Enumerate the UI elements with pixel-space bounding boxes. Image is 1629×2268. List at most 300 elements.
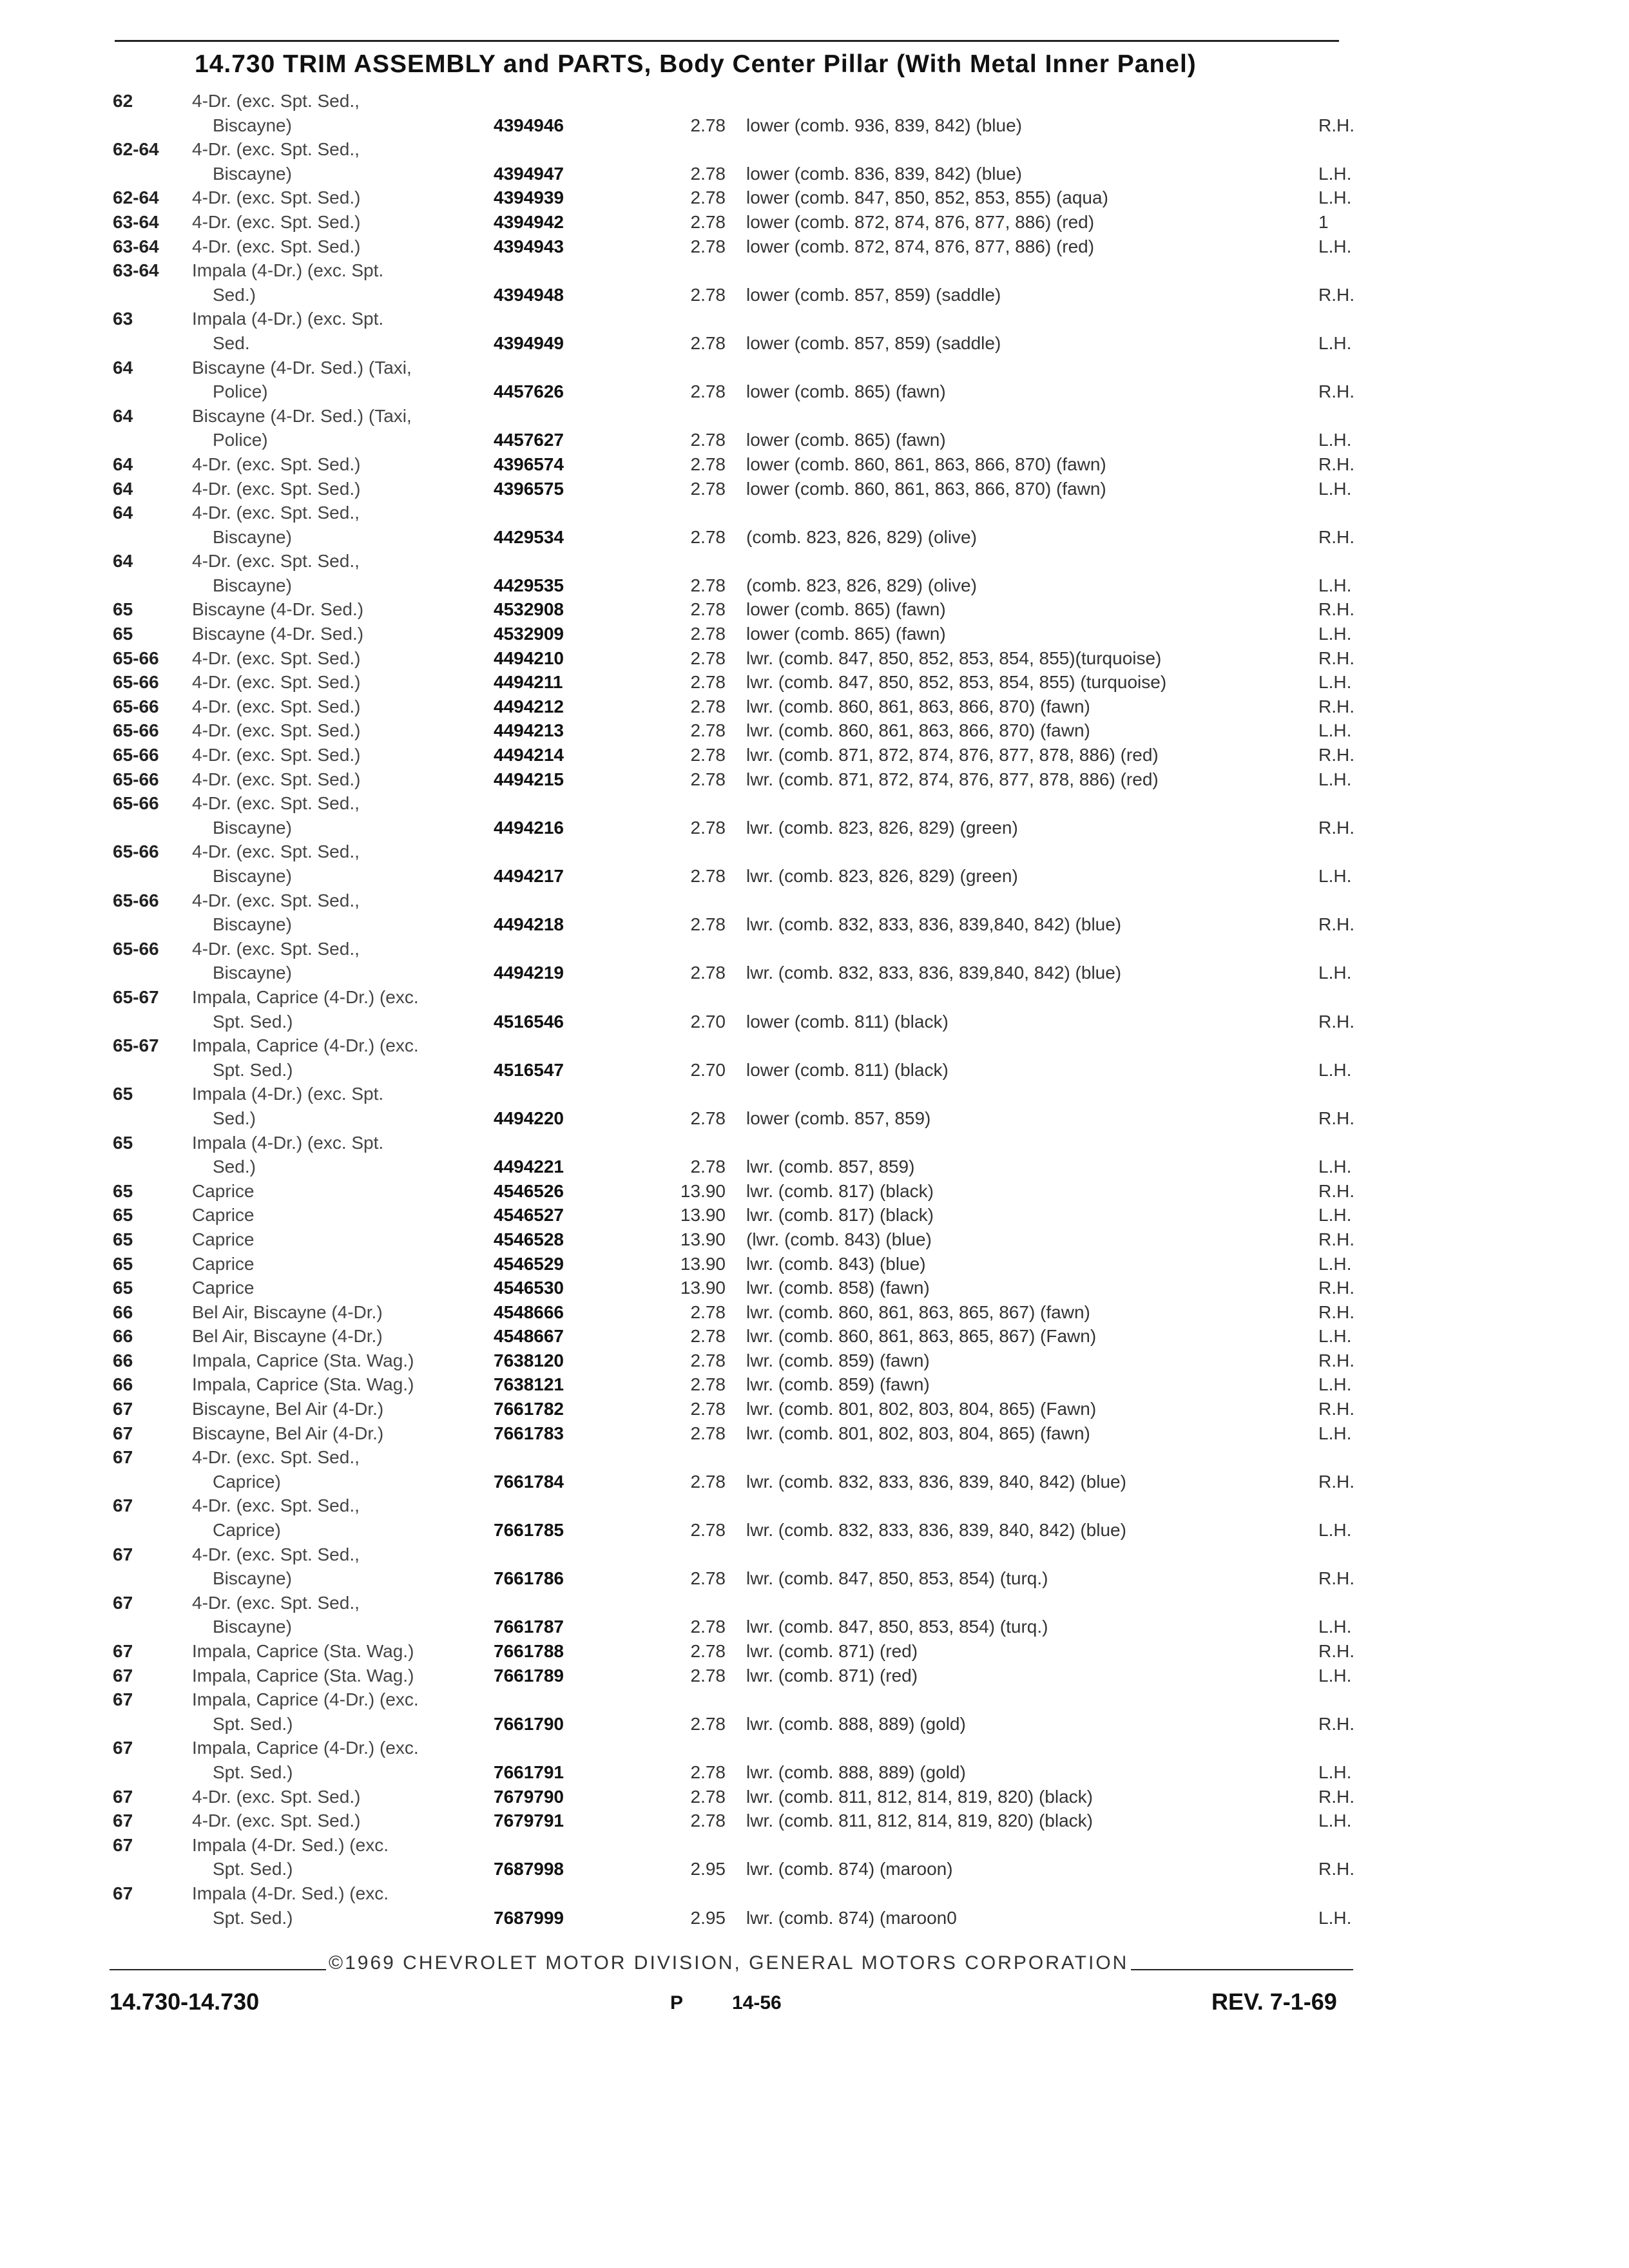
price: 2.78 [690,1786,726,1807]
part-entry [0,1809,1629,1833]
part-description: lwr. (comb. 860, 861, 863, 866, 870) (fawn) [746,720,1090,741]
price: 2.78 [690,1641,726,1661]
model-description: Biscayne) [213,575,292,595]
part-entry [0,1833,1629,1881]
price: 2.78 [690,745,726,765]
model-year: 65-67 [113,1035,159,1056]
entry-line [0,1155,1629,1179]
model-description: 4-Dr. (exc. Spt. Sed., [192,503,360,523]
price: 2.78 [690,1326,726,1347]
side-code: R.H. [1318,1641,1354,1661]
part-number: 4394949 [494,332,564,353]
model-description: 4-Dr. (exc. Spt. Sed.) [192,236,361,256]
part-entry [0,356,1629,404]
part-description: lwr. (comb. 871) (red) [746,1641,918,1661]
side-code: L.H. [1318,1907,1352,1928]
entry-line [0,137,1629,162]
entry-line [0,1397,1629,1421]
part-entry [0,1033,1629,1082]
part-entry [0,791,1629,840]
price: 2.78 [690,211,726,232]
price: 2.78 [690,163,726,184]
price: 2.78 [690,454,726,474]
model-description: 4-Dr. (exc. Spt. Sed., [192,1592,360,1613]
model-description: 4-Dr. (exc. Spt. Sed.) [192,211,361,232]
part-entry [0,840,1629,888]
entry-line [0,477,1629,501]
part-number: 4494217 [494,866,564,886]
price: 13.90 [680,1253,726,1274]
entry-line [0,1203,1629,1227]
model-year: 63-64 [113,236,159,256]
part-entry [0,1324,1629,1349]
side-code: R.H. [1318,745,1354,765]
price: 13.90 [680,1229,726,1249]
model-description: Caprice) [213,1471,281,1492]
model-description: 4-Dr. (exc. Spt. Sed.) [192,454,361,474]
entry-line [0,985,1629,1010]
part-entry [0,1300,1629,1325]
part-entry [0,1542,1629,1591]
part-number: 4516546 [494,1011,564,1032]
part-number: 7679791 [494,1811,564,1831]
part-number: 4429535 [494,575,564,595]
model-description: 4-Dr. (exc. Spt. Sed., [192,91,360,111]
part-number: 4532908 [494,599,564,620]
part-number: 7679790 [494,1786,564,1807]
entry-line [0,525,1629,550]
model-year: 66 [113,1326,133,1347]
part-description: lwr. (comb. 860, 861, 863, 865, 867) (fawn) [746,1302,1090,1322]
side-code: L.H. [1318,332,1352,353]
model-description: 4-Dr. (exc. Spt. Sed.) [192,769,361,789]
entry-line [0,1615,1629,1639]
entry-line [0,1494,1629,1518]
part-number: 4546527 [494,1205,564,1225]
part-entry [0,767,1629,792]
price: 2.78 [690,866,726,886]
copyright-line: ©1969 CHEVROLET MOTOR DIVISION, GENERAL MOTORS CORPORATION [326,1952,1131,1974]
price: 2.78 [690,1617,726,1637]
price: 13.90 [680,1278,726,1298]
part-number: 4429534 [494,526,564,547]
part-description: lower (comb. 857, 859) (saddle) [746,332,1001,353]
side-code: R.H. [1318,1859,1354,1879]
model-description: Impala, Caprice (Sta. Wag.) [192,1374,414,1395]
part-entry [0,597,1629,622]
model-year: 65-66 [113,793,159,814]
model-description: Caprice [192,1253,255,1274]
side-code: R.H. [1318,1471,1354,1492]
model-description: Spt. Sed.) [213,1762,293,1782]
side-code: R.H. [1318,1180,1354,1201]
part-entry [0,235,1629,259]
model-description: Caprice [192,1278,255,1298]
part-entry [0,1785,1629,1809]
part-number: 7661788 [494,1641,564,1661]
model-description: 4-Dr. (exc. Spt. Sed.) [192,1811,361,1831]
part-entry [0,1664,1629,1688]
side-code: R.H. [1318,914,1354,935]
model-description: Bel Air, Biscayne (4-Dr.) [192,1326,383,1347]
side-code: L.H. [1318,1520,1352,1541]
side-code: R.H. [1318,1108,1354,1128]
part-entry [0,1252,1629,1276]
model-description: Biscayne) [213,914,292,935]
model-description: Caprice [192,1180,255,1201]
model-description: 4-Dr. (exc. Spt. Sed., [192,890,360,910]
entry-line [0,1809,1629,1833]
side-code: L.H. [1318,1617,1352,1637]
part-description: lwr. (comb. 859) (fawn) [746,1350,930,1370]
side-code: R.H. [1318,648,1354,668]
part-entry [0,549,1629,597]
model-description: 4-Dr. (exc. Spt. Sed.) [192,478,361,499]
model-year: 65 [113,1253,133,1274]
price: 2.78 [690,1471,726,1492]
part-entry [0,1131,1629,1179]
model-description: 4-Dr. (exc. Spt. Sed.) [192,187,361,208]
side-code: L.H. [1318,1326,1352,1347]
model-year: 67 [113,1811,133,1831]
price: 2.78 [690,478,726,499]
entry-line [0,1058,1629,1082]
part-number: 7661784 [494,1471,564,1492]
model-description: Police) [213,430,268,450]
model-year: 65 [113,1278,133,1298]
side-code: L.H. [1318,478,1352,499]
part-entry [0,452,1629,477]
part-entry [0,670,1629,695]
part-description: lwr. (comb. 871) (red) [746,1665,918,1686]
price: 2.78 [690,236,726,256]
model-description: 4-Dr. (exc. Spt. Sed., [192,1447,360,1468]
model-year: 64 [113,405,133,426]
entry-line [0,1639,1629,1664]
entry-line [0,428,1629,452]
part-number: 4494219 [494,963,564,983]
part-number: 7687998 [494,1859,564,1879]
part-description: lwr. (comb. 801, 802, 803, 804, 865) (fawn) [746,1423,1090,1443]
part-number: 4394943 [494,236,564,256]
entry-line [0,404,1629,428]
model-description: 4-Dr. (exc. Spt. Sed., [192,938,360,959]
price: 2.78 [690,1811,726,1831]
entry-line [0,670,1629,695]
part-number: 7661786 [494,1568,564,1589]
entry-line [0,791,1629,816]
side-code: R.H. [1318,599,1354,620]
part-description: (comb. 823, 826, 829) (olive) [746,575,977,595]
part-entry [0,258,1629,307]
part-number: 7687999 [494,1907,564,1928]
part-entry [0,1494,1629,1542]
part-entry [0,1687,1629,1736]
model-description: 4-Dr. (exc. Spt. Sed.) [192,1786,361,1807]
part-entry [0,695,1629,719]
price: 2.78 [690,381,726,402]
price: 2.78 [690,1520,726,1541]
entry-line [0,1276,1629,1300]
model-year: 62 [113,91,133,111]
entry-line [0,767,1629,792]
part-entry [0,889,1629,937]
part-description: lwr. (comb. 874) (maroon) [746,1859,953,1879]
model-description: Biscayne (4-Dr. Sed.) [192,624,364,644]
entry-line [0,1252,1629,1276]
entry-line [0,937,1629,961]
model-year: 65 [113,1132,133,1153]
price: 2.78 [690,1665,726,1686]
model-year: 65 [113,599,133,620]
model-year: 67 [113,1834,133,1855]
entry-line [0,1227,1629,1252]
entry-line [0,961,1629,985]
side-code: R.H. [1318,1278,1354,1298]
part-entry [0,1445,1629,1494]
model-description: Caprice) [213,1520,281,1541]
part-entry [0,937,1629,985]
model-description: 4-Dr. (exc. Spt. Sed., [192,1495,360,1516]
side-code: R.H. [1318,381,1354,402]
part-number: 4494212 [494,696,564,716]
price: 2.78 [690,1762,726,1782]
section-number: 14.730-14.730 [110,1988,260,2015]
entry-line [0,452,1629,477]
part-description: lower (comb. 857, 859) (saddle) [746,284,1001,305]
price: 2.70 [690,1059,726,1080]
model-year: 66 [113,1374,133,1395]
entry-line [0,1736,1629,1760]
model-description: Biscayne) [213,963,292,983]
side-code: 1 [1318,211,1329,232]
side-code: L.H. [1318,1423,1352,1443]
entry-line [0,258,1629,283]
side-code: L.H. [1318,1059,1352,1080]
part-description: (lwr. (comb. 843) (blue) [746,1229,932,1249]
parts-list [0,89,1629,1930]
part-number: 4494220 [494,1108,564,1128]
part-entry [0,1082,1629,1130]
price: 2.78 [690,1423,726,1443]
part-description: lower (comb. 872, 874, 876, 877, 886) (red) [746,211,1095,232]
price: 2.78 [690,332,726,353]
side-code: R.H. [1318,1786,1354,1807]
price: 2.78 [690,575,726,595]
part-number: 7661782 [494,1399,564,1419]
model-description: Sed.) [213,1108,256,1128]
part-number: 4457626 [494,381,564,402]
part-description: lwr. (comb. 858) (fawn) [746,1278,930,1298]
part-description: lwr. (comb. 871, 872, 874, 876, 877, 878, 886) (red) [746,769,1159,789]
part-description: lwr. (comb. 888, 889) (gold) [746,1762,966,1782]
model-year: 64 [113,503,133,523]
part-description: lwr. (comb. 817) (black) [746,1180,934,1201]
part-description: lower (comb. 860, 861, 863, 866, 870) (fawn) [746,454,1106,474]
model-year: 65-66 [113,696,159,716]
model-description: Biscayne, Bel Air (4-Dr.) [192,1423,384,1443]
part-description: lwr. (comb. 847, 850, 853, 854) (turq.) [746,1568,1048,1589]
entry-line [0,1421,1629,1446]
part-number: 4546528 [494,1229,564,1249]
entry-line [0,1324,1629,1349]
price: 13.90 [680,1205,726,1225]
price: 2.78 [690,187,726,208]
model-description: Impala, Caprice (4-Dr.) (exc. [192,1689,419,1710]
model-description: Impala (4-Dr. Sed.) (exc. [192,1834,389,1855]
model-year: 64 [113,551,133,572]
price: 2.78 [690,769,726,789]
price: 2.78 [690,1157,726,1177]
part-entry [0,1639,1629,1664]
entry-line [0,1542,1629,1567]
model-description: Impala (4-Dr. Sed.) (exc. [192,1883,389,1903]
price: 2.78 [690,914,726,935]
side-code: L.H. [1318,1811,1352,1831]
part-number: 4494214 [494,745,564,765]
side-code: L.H. [1318,430,1352,450]
model-description: 4-Dr. (exc. Spt. Sed.) [192,648,361,668]
entry-line [0,1300,1629,1325]
part-description: lwr. (comb. 817) (black) [746,1205,934,1225]
part-entry [0,1227,1629,1252]
side-code: L.H. [1318,963,1352,983]
side-code: R.H. [1318,817,1354,838]
entry-line [0,695,1629,719]
entry-line [0,283,1629,307]
part-entry [0,743,1629,767]
entry-line [0,1010,1629,1034]
part-description: lower (comb. 865) (fawn) [746,430,946,450]
entry-line [0,1785,1629,1809]
entry-line [0,1687,1629,1712]
part-description: lwr. (comb. 847, 850, 852, 853, 854, 855)(turquoise) [746,648,1162,668]
model-year: 66 [113,1350,133,1370]
model-description: Impala (4-Dr.) (exc. Spt. [192,260,384,281]
side-code: L.H. [1318,187,1352,208]
entry-line [0,356,1629,380]
model-year: 67 [113,1447,133,1468]
part-number: 4457627 [494,430,564,450]
entry-line [0,210,1629,235]
part-number: 7638120 [494,1350,564,1370]
model-year: 67 [113,1689,133,1710]
part-description: lower (comb. 857, 859) [746,1108,931,1128]
part-entry [0,404,1629,452]
part-description: lwr. (comb. 832, 833, 836, 839,840, 842) (blue) [746,963,1122,983]
model-year: 67 [113,1665,133,1686]
part-description: lower (comb. 865) (fawn) [746,381,946,402]
model-description: Impala (4-Dr.) (exc. Spt. [192,1132,384,1153]
model-description: Sed.) [213,1157,256,1177]
part-description: lwr. (comb. 859) (fawn) [746,1374,930,1395]
entry-line [0,307,1629,331]
model-description: Spt. Sed.) [213,1713,293,1734]
price: 2.78 [690,115,726,135]
model-year: 65-66 [113,672,159,693]
side-code: L.H. [1318,672,1352,693]
price: 13.90 [680,1180,726,1201]
part-number: 7661791 [494,1762,564,1782]
price: 2.78 [690,599,726,620]
side-code: L.H. [1318,1157,1352,1177]
price: 2.78 [690,648,726,668]
page-title: 14.730 TRIM ASSEMBLY and PARTS, Body Center Pillar (With Metal Inner Panel) [195,50,1197,78]
part-number: 4494215 [494,769,564,789]
model-year: 67 [113,1592,133,1613]
model-description: Biscayne) [213,115,292,135]
part-entry [0,1372,1629,1397]
price: 2.95 [690,1907,726,1928]
entry-line [0,1033,1629,1058]
model-description: Impala, Caprice (4-Dr.) (exc. [192,1738,419,1758]
model-description: Bel Air, Biscayne (4-Dr.) [192,1302,383,1322]
entry-line [0,1470,1629,1494]
part-entry [0,1736,1629,1784]
entry-line [0,816,1629,840]
part-description: lower (comb. 836, 839, 842) (blue) [746,163,1022,184]
model-year: 65-66 [113,745,159,765]
entry-line [0,113,1629,138]
entry-line [0,840,1629,864]
part-number: 4396575 [494,478,564,499]
part-number: 7638121 [494,1374,564,1395]
part-entry [0,718,1629,743]
part-number: 7661787 [494,1617,564,1637]
model-year: 67 [113,1883,133,1903]
part-description: lwr. (comb. 888, 889) (gold) [746,1713,966,1734]
side-code: L.H. [1318,1253,1352,1274]
top-rule [115,40,1339,42]
entry-line [0,1881,1629,1906]
model-year: 67 [113,1399,133,1419]
price: 2.78 [690,430,726,450]
price: 2.78 [690,1399,726,1419]
model-description: Caprice [192,1229,255,1249]
part-description: lwr. (comb. 832, 833, 836, 839, 840, 842) (blue) [746,1471,1126,1492]
part-description: lwr. (comb. 847, 850, 852, 853, 854, 855) (turquoise) [746,672,1167,693]
side-code: L.H. [1318,769,1352,789]
part-entry [0,1591,1629,1639]
part-number: 7661785 [494,1520,564,1541]
part-entry [0,622,1629,646]
model-year: 65-66 [113,769,159,789]
part-number: 4532909 [494,624,564,644]
side-code: R.H. [1318,1399,1354,1419]
side-code: R.H. [1318,115,1354,135]
price: 2.78 [690,526,726,547]
model-year: 67 [113,1495,133,1516]
side-code: L.H. [1318,1665,1352,1686]
model-description: Caprice [192,1205,255,1225]
part-number: 4394939 [494,187,564,208]
entry-line [0,1131,1629,1155]
part-number: 4494213 [494,720,564,741]
entry-line [0,743,1629,767]
price: 2.78 [690,720,726,741]
part-number: 4546530 [494,1278,564,1298]
part-number: 7661789 [494,1665,564,1686]
model-description: Spt. Sed.) [213,1859,293,1879]
side-code: R.H. [1318,1350,1354,1370]
part-entry [0,186,1629,210]
entry-line [0,162,1629,186]
part-number: 4548666 [494,1302,564,1322]
part-description: lwr. (comb. 811, 812, 814, 819, 820) (black) [746,1786,1093,1807]
entry-line [0,718,1629,743]
part-number: 4394946 [494,115,564,135]
part-entry [0,477,1629,501]
